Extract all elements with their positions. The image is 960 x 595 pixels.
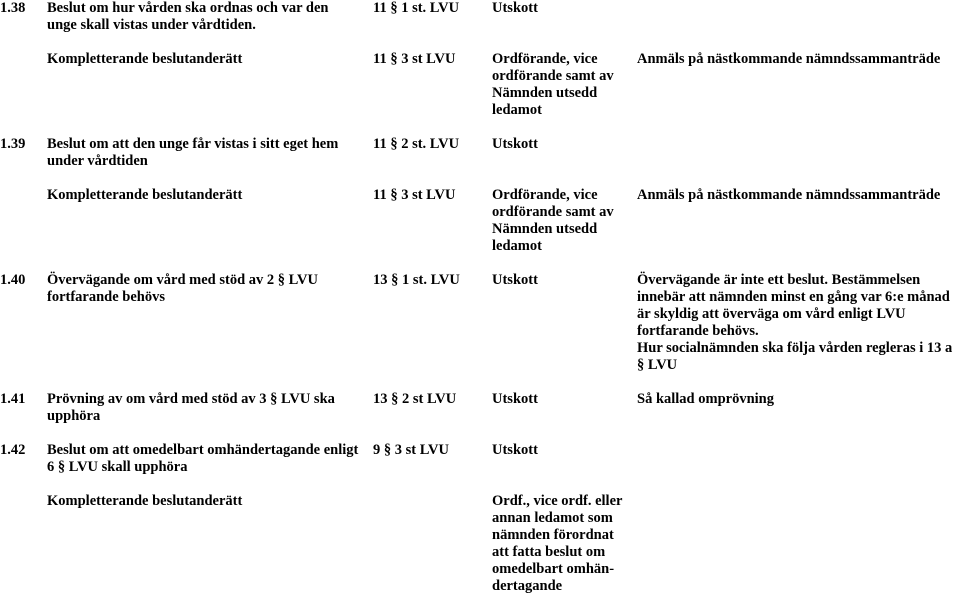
delegate-line: dertagande bbox=[492, 578, 563, 594]
delegate-line: Ordförande, vice bbox=[492, 187, 598, 203]
decision-description bbox=[47, 442, 358, 476]
delegate bbox=[492, 493, 622, 595]
legal-reference: 13 § 2 st LVU bbox=[373, 391, 457, 407]
decision-description-line: Kompletterande beslutanderätt bbox=[47, 493, 243, 509]
delegate bbox=[492, 391, 538, 408]
legal-reference: 11 § 1 st. LVU bbox=[373, 0, 460, 16]
delegate bbox=[492, 0, 538, 17]
delegate bbox=[492, 136, 538, 153]
decision-description bbox=[47, 391, 335, 425]
decision-description-line: Kompletterande beslutanderätt bbox=[47, 51, 243, 67]
delegate-line: ordförande samt av bbox=[492, 68, 614, 84]
decision-description-line: unge skall vistas under vårdtiden. bbox=[47, 17, 256, 33]
delegate-line: Utskott bbox=[492, 0, 538, 16]
remark-line: Anmäls på nästkommande nämndssammanträde bbox=[637, 187, 941, 203]
item-number: 1.40 bbox=[0, 272, 26, 288]
delegate-line: omedelbart omhän- bbox=[492, 561, 615, 577]
decision-description-line: Beslut om hur vården ska ordnas och var den bbox=[47, 0, 329, 16]
delegate-line: Nämnden utsedd bbox=[492, 221, 598, 237]
decision-description-line: Övervägande om vård med stöd av 2 § LVU bbox=[47, 272, 318, 288]
item-number: 1.38 bbox=[0, 0, 26, 16]
decision-description-line: Beslut om att den unge får vistas i sitt eget hem bbox=[47, 136, 339, 152]
remark bbox=[637, 272, 952, 374]
decision-description bbox=[47, 51, 242, 68]
legal-reference: 13 § 1 st. LVU bbox=[373, 272, 460, 288]
decision-description-line: Kompletterande beslutanderätt bbox=[47, 187, 243, 203]
delegate-line: Utskott bbox=[492, 442, 538, 458]
delegate-line: annan ledamot som bbox=[492, 510, 613, 526]
delegate-line: Nämnden utsedd bbox=[492, 85, 598, 101]
decision-description bbox=[47, 136, 338, 170]
delegate-line: Utskott bbox=[492, 272, 538, 288]
delegate-line: Utskott bbox=[492, 136, 538, 152]
remark-line: innebär att nämnden minst en gång var 6:e månad bbox=[637, 289, 950, 305]
remark-line: § LVU bbox=[637, 357, 678, 373]
decision-description-line: fortfarande behövs bbox=[47, 289, 166, 305]
item-number: 1.39 bbox=[0, 136, 26, 152]
delegate bbox=[492, 51, 614, 119]
legal-reference: 11 § 3 st LVU bbox=[373, 187, 456, 203]
remark-line: är skyldig att överväga om vård enligt LVU bbox=[637, 306, 906, 322]
delegate-line: Utskott bbox=[492, 391, 538, 407]
delegate-line: Ordförande, vice bbox=[492, 51, 598, 67]
remark bbox=[637, 187, 940, 204]
delegate bbox=[492, 272, 538, 289]
remark-line: Så kallad omprövning bbox=[637, 391, 774, 407]
legal-reference: 11 § 2 st. LVU bbox=[373, 136, 460, 152]
remark-line: Hur socialnämnden ska följa vården regleras i 13 a bbox=[637, 340, 953, 356]
delegate-line: Ordf., vice ordf. eller bbox=[492, 493, 623, 509]
delegate-line: ledamot bbox=[492, 102, 542, 118]
item-number: 1.41 bbox=[0, 391, 26, 407]
delegate-line: ordförande samt av bbox=[492, 204, 614, 220]
legal-reference: 11 § 3 st LVU bbox=[373, 51, 456, 67]
decision-description-line: Prövning av om vård med stöd av 3 § LVU ska bbox=[47, 391, 335, 407]
remark-line: Övervägande är inte ett beslut. Bestämmelsen bbox=[637, 272, 921, 288]
delegate-line: nämnden förordnat bbox=[492, 527, 614, 543]
decision-description bbox=[47, 187, 242, 204]
decision-description bbox=[47, 493, 242, 510]
delegate bbox=[492, 187, 614, 255]
legal-reference: 9 § 3 st LVU bbox=[373, 442, 450, 458]
remark-line: Anmäls på nästkommande nämndssammanträde bbox=[637, 51, 941, 67]
decision-description-line: upphöra bbox=[47, 408, 101, 424]
remark bbox=[637, 51, 940, 68]
decision-description-line: under vårdtiden bbox=[47, 153, 148, 169]
remark-line: fortfarande behövs. bbox=[637, 323, 759, 339]
delegate-line: att fatta beslut om bbox=[492, 544, 606, 560]
decision-description bbox=[47, 0, 328, 34]
delegate-line: ledamot bbox=[492, 238, 542, 254]
decision-description-line: Beslut om att omedelbart omhändertagande enligt bbox=[47, 442, 359, 458]
remark bbox=[637, 391, 774, 408]
decision-description bbox=[47, 272, 318, 306]
delegate bbox=[492, 442, 538, 459]
item-number: 1.42 bbox=[0, 442, 26, 458]
decision-description-line: 6 § LVU skall upphöra bbox=[47, 459, 188, 475]
